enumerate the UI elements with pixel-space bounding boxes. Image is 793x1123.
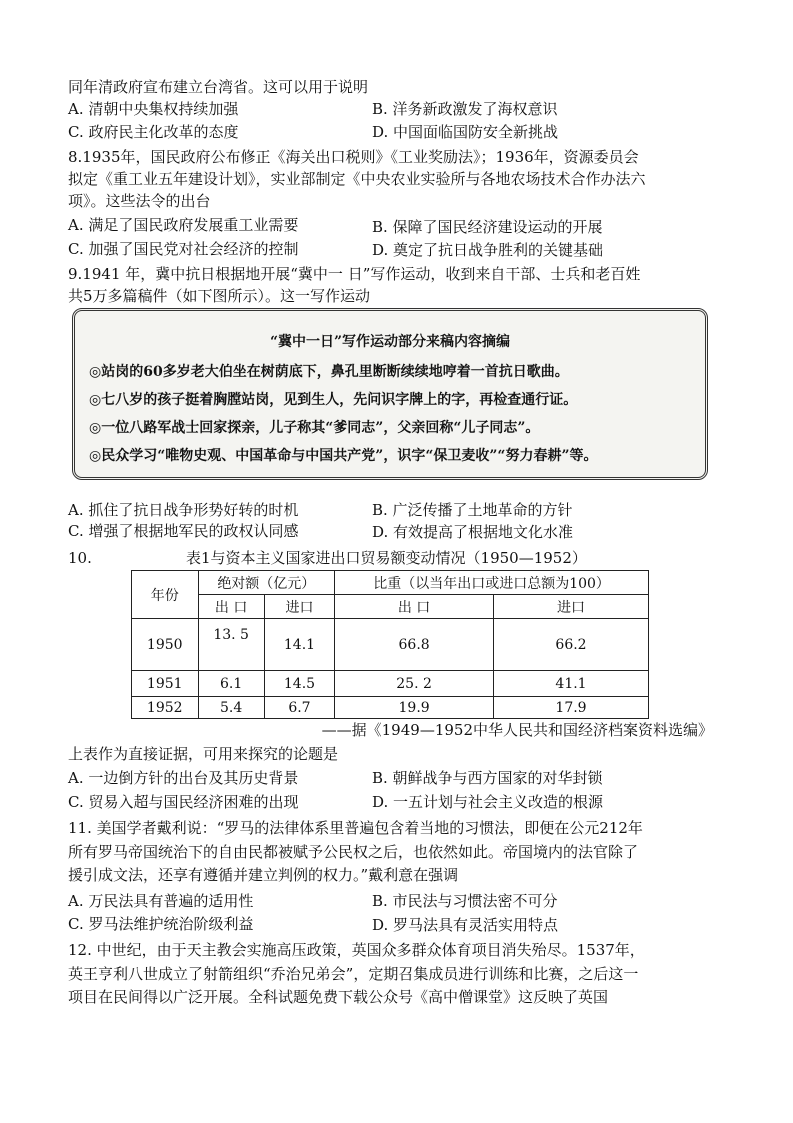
header-export-ratio: 出 口	[335, 595, 494, 619]
table-cell: 5.4	[198, 697, 264, 719]
q11-line-1: 11. 美国学者戴利说：“罗马的法律体系里普遍包含着当地的习惯法，即便在公元212年	[68, 819, 643, 837]
q7-option-a: A. 清朝中央集权持续加强	[68, 100, 239, 118]
q10-option-a: A. 一边倒方针的出台及其历史背景	[68, 769, 299, 787]
q9-option-c: C. 增强了根据地军民的政权认同感	[68, 522, 299, 540]
table-cell: 66.2	[494, 619, 649, 671]
header-year: 年份	[132, 571, 199, 619]
q7-option-c: C. 政府民主化改革的态度	[68, 123, 239, 141]
q11-option-d: D. 罗马法具有灵活实用特点	[372, 916, 559, 934]
excerpt-row-1: ◎站岗的60多岁老大伯坐在树荫底下，鼻孔里断断续续地哼着一首抗日歌曲。	[89, 364, 569, 380]
q7-option-b: B. 洋务新政激发了海权意识	[372, 100, 558, 118]
table-cell: 25. 2	[335, 671, 494, 697]
excerpt-row-3: ◎一位八路军战士回家探亲，儿子称其“爹同志”，父亲回称“儿子同志”。	[89, 420, 540, 436]
q12-line-1: 12. 中世纪，由于天主教会实施高压政策，英国众多群众体育项目消失殆尽。1537年，	[68, 941, 645, 959]
header-export: 出 口	[198, 595, 264, 619]
trade-table	[131, 570, 649, 719]
table-cell: 1950	[132, 619, 199, 671]
table-cell: 1951	[132, 671, 199, 697]
table-row	[132, 671, 649, 697]
table-cell: 1952	[132, 697, 199, 719]
table-source: ——据《1949—1952中华人民共和国经济档案资料选编》	[321, 721, 713, 739]
q7-stem-tail: 同年清政府宣布建立台湾省。这可以用于说明	[68, 78, 369, 96]
table-cell: 17.9	[494, 697, 649, 719]
table-cell: 19.9	[335, 697, 494, 719]
q8-line-2: 拟定《重工业五年建设计划》，实业部制定《中央农业实验所与各地农场技术合作办法六	[68, 170, 646, 188]
q8-option-c: C. 加强了国民党对社会经济的控制	[68, 240, 299, 258]
table-cell: 41.1	[494, 671, 649, 697]
q9-line-1: 9.1941 年，冀中抗日根据地开展“冀中一 日”写作运动，收到来自干部、士兵和老百姓	[68, 265, 641, 283]
q8-option-a: A. 满足了国民政府发展重工业需要	[68, 216, 299, 234]
q9-line-2: 共5万多篇稿件（如下图所示）。这一写作运动	[68, 287, 371, 305]
q11-option-c: C. 罗马法维护统治阶级利益	[68, 915, 254, 933]
table-cell: 6.7	[264, 697, 334, 719]
table-caption: 表1与资本主义国家进出口贸易额变动情况（1950—1952）	[186, 549, 587, 567]
header-ratio: 比重（以当年出口或进口总额为100）	[335, 571, 649, 595]
q8-line-3: 项》。这些法令的出台	[68, 192, 211, 210]
excerpt-title: “冀中一日”写作运动部分来稿内容摘编	[269, 334, 511, 350]
q11-option-a: A. 万民法具有普遍的适用性	[68, 892, 254, 910]
q8-line-1: 8.1935年，国民政府公布修正《海关出口税则》《工业奖励法》；1936年，资源委员会	[68, 148, 639, 166]
table-row	[132, 619, 649, 671]
q7-option-d: D. 中国面临国防安全新挑战	[372, 123, 559, 141]
q8-option-b: B. 保障了国民经济建设运动的开展	[372, 218, 603, 236]
excerpt-figure	[72, 308, 708, 480]
q12-line-3: 项目在民间得以广泛开展。全科试题免费下载公众号《高中僧课堂》这反映了英国	[68, 988, 609, 1006]
q11-line-2: 所有罗马帝国统治下的自由民都被赋予公民权之后，也依然如此。帝国境内的法官除了	[68, 843, 639, 861]
table-cell: 14.1	[264, 619, 334, 671]
excerpt-row-2: ◎七八岁的孩子挺着胸膛站岗，见到生人，先问识字牌上的字，再检查通行证。	[89, 392, 578, 408]
header-import: 进口	[264, 595, 334, 619]
q9-option-d: D. 有效提高了根据地文化水准	[372, 523, 574, 541]
q11-option-b: B. 市民法与习惯法密不可分	[372, 892, 558, 910]
q9-option-b: B. 广泛传播了土地革命的方针	[372, 501, 573, 519]
q10-option-c: C. 贸易入超与国民经济困难的出现	[68, 793, 299, 811]
q8-option-d: D. 奠定了抗日战争胜利的关键基础	[372, 241, 604, 259]
header-absolute: 绝对额（亿元）	[198, 571, 335, 595]
table-cell: 6.1	[198, 671, 264, 697]
excerpt-row-4: ◎民众学习“唯物史观、中国革命与中国共产党”，识字“保卫麦收”“努力春耕”等。	[89, 448, 598, 464]
header-import-ratio: 进口	[494, 595, 649, 619]
table-row	[132, 697, 649, 719]
q9-option-a: A. 抓住了抗日战争形势好转的时机	[68, 501, 299, 519]
q10-number: 10.	[68, 549, 92, 567]
q10-option-b: B. 朝鲜战争与西方国家的对华封锁	[372, 769, 603, 787]
table-cell: 14.5	[264, 671, 334, 697]
table-cell: 66.8	[335, 619, 494, 671]
q10-stem: 上表作为直接证据，可用来探究的论题是	[68, 745, 339, 763]
q10-option-d: D. 一五计划与社会主义改造的根源	[372, 793, 604, 811]
table-cell: 13. 5	[198, 619, 264, 671]
q11-line-3: 援引成文法，还享有遵循并建立判例的权力。”戴利意在强调	[68, 866, 459, 884]
q12-line-2: 英王亨利八世成立了射箭组织“乔治兄弟会”，定期召集成员进行训练和比赛，之后这一	[68, 965, 639, 983]
